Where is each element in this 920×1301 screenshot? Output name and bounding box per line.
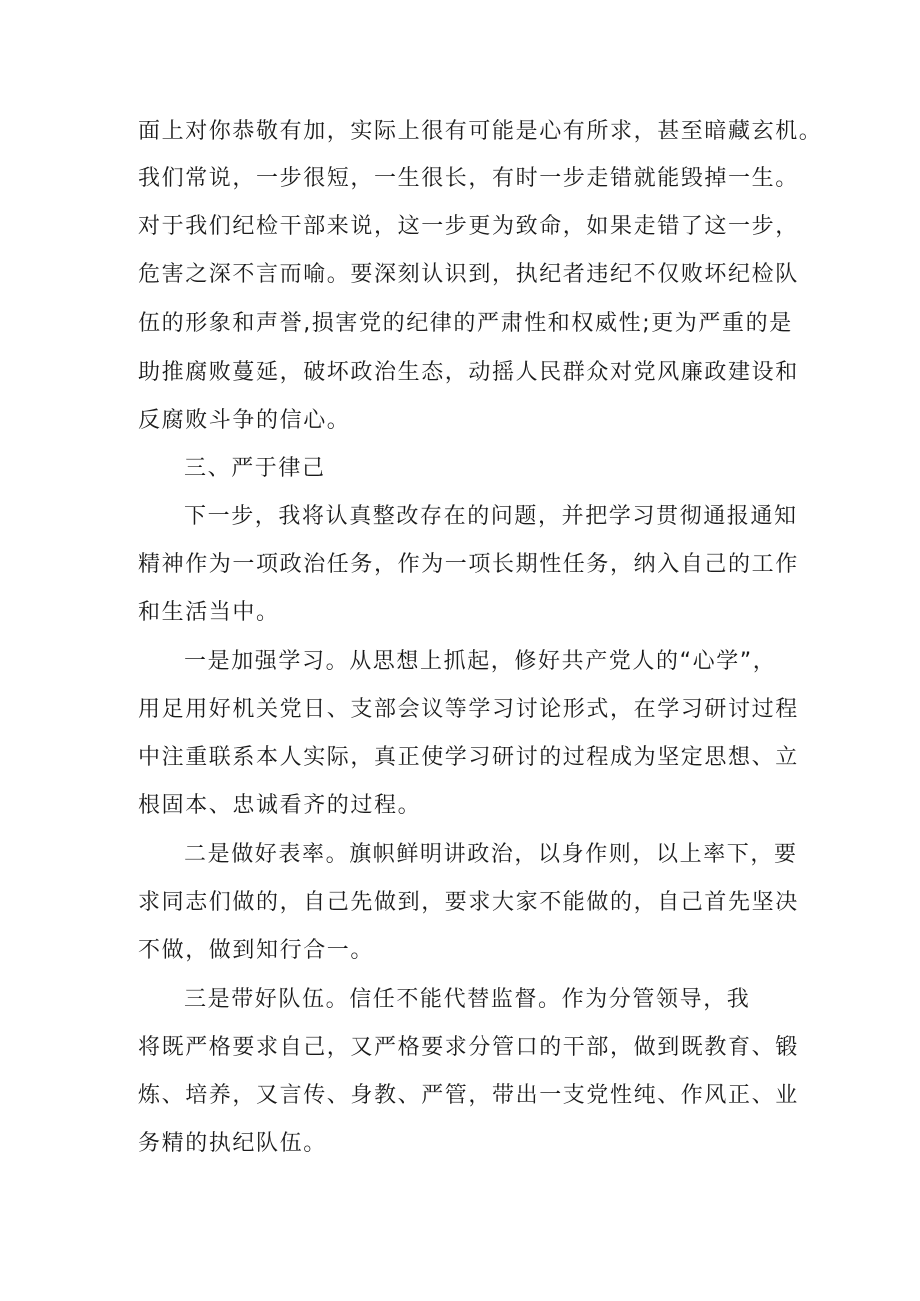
paragraph-line: 助推腐败蔓延，破坏政治生态，动摇人民群众对党风廉政建设和 [138, 360, 799, 385]
paragraph-line: 求同志们做的，自己先做到，要求大家不能做的，自己首先坚决 [138, 890, 799, 915]
paragraph-line: 根固本、忠诚看齐的过程。 [138, 793, 422, 818]
paragraph-line: 用足用好机关党日、支部会议等学习讨论形式，在学习研讨过程 [138, 697, 799, 722]
section-heading: 三、严于律己 [184, 456, 326, 481]
paragraph-line: 对于我们纪检干部来说，这一步更为致命，如果走错了这一步， [138, 214, 799, 239]
paragraph-line: 面上对你恭敬有加，实际上很有可能是心有所求，甚至暗藏玄机。 [138, 119, 823, 144]
paragraph-line: 危害之深不言而喻。要深刻认识到，执纪者违纪不仅败坏纪检队 [138, 262, 799, 287]
paragraph-line: 和生活当中。 [138, 600, 280, 625]
paragraph-line: 我们常说，一步很短，一生很长，有时一步走错就能毁掉一生。 [138, 166, 799, 191]
paragraph-line: 中注重联系本人实际，真正使学习研讨的过程成为坚定思想、立 [138, 745, 799, 770]
paragraph-line: 务精的执纪队伍。 [138, 1131, 327, 1156]
paragraph-line: 三是带好队伍。信任不能代替监督。作为分管领导，我 [184, 987, 751, 1012]
paragraph-line: 一是加强学习。从思想上抓起，修好共产党人的“心学”， [184, 649, 777, 674]
paragraph-line: 二是做好表率。旗帜鲜明讲政治，以身作则，以上率下，要 [184, 842, 798, 867]
paragraph-line: 下一步，我将认真整改存在的问题，并把学习贯彻通报通知 [184, 504, 798, 529]
paragraph-line: 伍的形象和声誉,损害党的纪律的严肃性和权威性;更为严重的是 [138, 311, 793, 336]
paragraph-line: 将既严格要求自己，又严格要求分管口的干部，做到既教育、锻 [138, 1035, 799, 1060]
paragraph-line: 不做，做到知行合一。 [138, 938, 375, 963]
paragraph-line: 精神作为一项政治任务，作为一项长期性任务，纳入自己的工作 [138, 552, 799, 577]
paragraph-line: 炼、培养，又言传、身教、严管，带出一支党性纯、作风正、业 [138, 1083, 799, 1108]
paragraph-line: 反腐败斗争的信心。 [138, 408, 351, 433]
